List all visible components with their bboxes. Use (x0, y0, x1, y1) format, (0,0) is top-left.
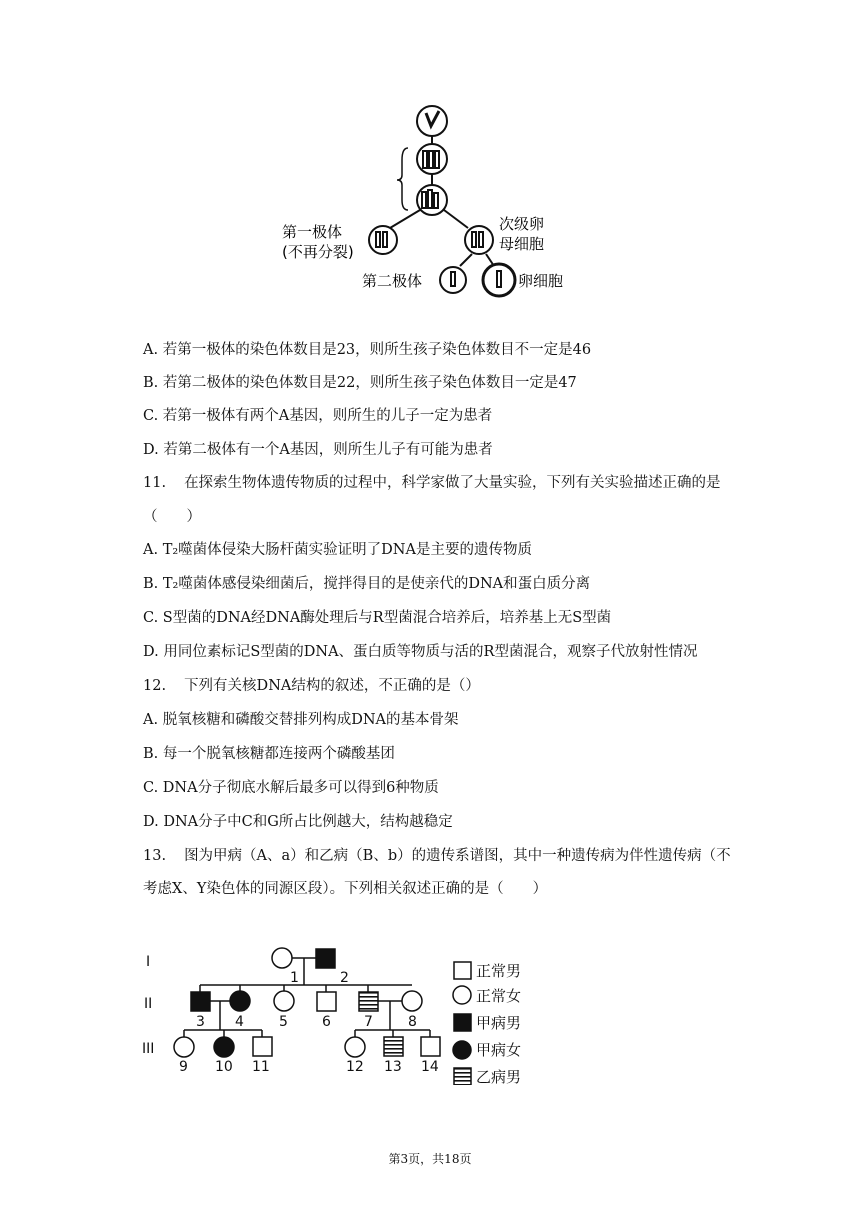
q11-stem (143, 473, 721, 493)
q11-option-c: C. S型菌的DNA经DNA酶处理后与R型菌混合培养后，培养基上无S型菌 (143, 610, 612, 626)
q12-option-d: D. DNA分子中C和G所占比例越大，结构越稳定 (143, 814, 453, 830)
id-12: 12 (346, 1059, 364, 1075)
q12-stem (143, 676, 480, 696)
q11-option-d: D. 用同位素标记S型菌的DNA、蛋白质等物质与活的R型菌混合，观察子代放射性情况 (143, 644, 698, 660)
id-10: 10 (215, 1059, 233, 1075)
oogenesis-diagram (280, 100, 590, 305)
id-3: 3 (196, 1014, 205, 1030)
gen-label-1: I (146, 954, 151, 970)
q11-option-a: A. T₂噬菌体侵染大肠杆菌实验证明了DNA是主要的遗传物质 (143, 542, 532, 558)
id-6: 6 (322, 1014, 331, 1030)
q12-number: 12. (143, 678, 167, 694)
pedigree-chart (140, 940, 540, 1085)
legend-disease-a-female: 甲病女 (476, 1041, 522, 1059)
id-4: 4 (235, 1014, 244, 1030)
label-first-polar-body: 第一极体 (282, 223, 343, 241)
id-7: 7 (364, 1014, 373, 1030)
legend-disease-b-male: 乙病男 (476, 1068, 522, 1085)
q11-stem-text: 在探索生物体遗传物质的过程中，科学家做了大量实验，下列有关实验描述正确的是 (184, 475, 721, 491)
id-8: 8 (408, 1014, 417, 1030)
label-no-further-division: (不再分裂) (282, 243, 354, 261)
label-secondary-oocyte-2: 母细胞 (499, 235, 545, 253)
page-footer: 第3页，共18页 (388, 1152, 472, 1166)
q10-option-a: A. 若第一极体的染色体数目是23，则所生孩子染色体数目不一定是46 (143, 342, 592, 358)
label-egg-cell: 卵细胞 (518, 272, 564, 290)
id-1: 1 (290, 970, 299, 986)
id-9: 9 (179, 1059, 188, 1075)
id-5: 5 (279, 1014, 288, 1030)
label-secondary-oocyte-1: 次级卵 (499, 215, 545, 233)
q12-option-c: C. DNA分子彻底水解后最多可以得到6种物质 (143, 780, 439, 796)
id-14: 14 (421, 1059, 439, 1075)
q13-stem-line1 (143, 846, 731, 866)
q11-blank: （ ） (143, 509, 201, 525)
gen-label-3: III (142, 1041, 155, 1057)
q12-option-b: B. 每一个脱氧核糖都连接两个磷酸基团 (143, 746, 395, 762)
q11-option-b: B. T₂噬菌体感侵染细菌后，搅拌得目的是使亲代的DNA和蛋白质分离 (143, 576, 591, 592)
legend-normal-female: 正常女 (476, 987, 522, 1005)
q12-stem-text: 下列有关核DNA结构的叙述，不正确的是（） (184, 678, 480, 694)
q12-option-a: A. 脱氧核糖和磷酸交替排列构成DNA的基本骨架 (143, 712, 459, 728)
gen-label-2: II (144, 996, 153, 1012)
id-2: 2 (340, 970, 349, 986)
q13-number: 13. (143, 848, 167, 864)
q11-number: 11. (143, 475, 167, 491)
label-second-polar-body: 第二极体 (362, 272, 423, 290)
q10-option-d: D. 若第二极体有一个A基因，则所生儿子有可能为患者 (143, 442, 493, 458)
id-11: 11 (252, 1059, 270, 1075)
legend-disease-a-male: 甲病男 (476, 1014, 522, 1032)
q10-option-c: C. 若第一极体有两个A基因，则所生的儿子一定为患者 (143, 408, 493, 424)
q10-option-b: B. 若第二极体的染色体数目是22，则所生孩子染色体数目一定是47 (143, 375, 577, 391)
q13-stem-line2: 考虑X、Y染色体的同源区段）。下列相关叙述正确的是（ ） (143, 881, 548, 897)
legend-normal-male: 正常男 (476, 962, 522, 980)
id-13: 13 (384, 1059, 402, 1075)
q13-stem-text-1: 图为甲病（A、a）和乙病（B、b）的遗传系谱图，其中一种遗传病为伴性遗传病（不 (184, 848, 731, 864)
